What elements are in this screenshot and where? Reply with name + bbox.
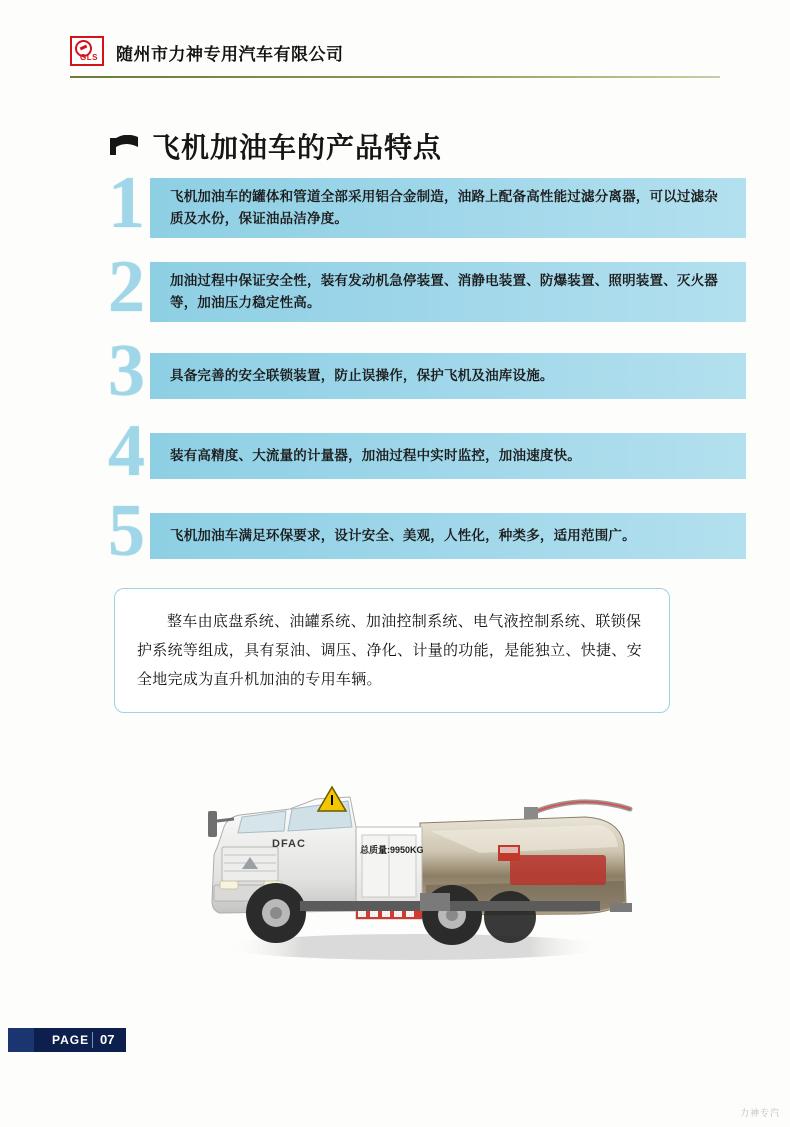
- feature-bar: [150, 262, 746, 322]
- corner-watermark: 力神专汽: [739, 1108, 780, 1118]
- feature-number: 4: [108, 410, 145, 492]
- page-header: [70, 36, 720, 76]
- flag-bullet-icon: [108, 135, 142, 157]
- feature-bar: [150, 178, 746, 238]
- feature-item: [108, 410, 746, 492]
- feature-item: [108, 246, 746, 328]
- feature-list: [108, 162, 746, 586]
- footer-separator: [92, 1032, 93, 1048]
- footer-page-number: 07: [100, 1032, 115, 1047]
- feature-item: [108, 162, 746, 244]
- feature-item: [108, 330, 746, 412]
- footer-notch: [8, 1028, 34, 1052]
- page-title: [108, 126, 442, 166]
- feature-text: 飞机加油车的罐体和管道全部采用铝合金制造，油路上配备高性能过滤分离器，可以过滤杂质及水份，保证油品洁净度。: [170, 189, 718, 226]
- footer-page-label: PAGE: [52, 1033, 90, 1047]
- logo-text: GLS: [80, 53, 98, 62]
- feature-text: 具备完善的安全联锁装置，防止误操作，保护飞机及油库设施。: [170, 368, 554, 383]
- page-title-text: 飞机加油车的产品特点: [152, 132, 443, 163]
- summary-box: [114, 588, 670, 713]
- company-name: 随州市力神专用汽车有限公司: [116, 45, 344, 64]
- feature-text: 加油过程中保证安全性，装有发动机急停装置、消静电装置、防爆装置、照明装置、灭火器等，加油压力稳定性高。: [170, 273, 718, 310]
- feature-number: 3: [108, 330, 145, 412]
- feature-item: [108, 490, 746, 572]
- page-footer: [8, 1028, 138, 1054]
- svg-text:DFAC: DFAC: [272, 838, 306, 850]
- feature-bar: [150, 433, 746, 479]
- feature-number: 1: [108, 162, 145, 244]
- feature-bar: [150, 353, 746, 399]
- feature-number: 2: [108, 246, 145, 328]
- aircraft-refueling-truck-photo: [180, 735, 650, 970]
- header-divider: [70, 76, 720, 78]
- summary-text: 整车由底盘系统、油罐系统、加油控制系统、电气液控制系统、联锁保护系统等组成，具有泵油、调压、净化、计量的功能，是能独立、快捷、安全地完成为直升机加油的专用车辆。: [137, 613, 642, 688]
- feature-number: 5: [108, 490, 145, 572]
- feature-bar: [150, 513, 746, 559]
- feature-text: 装有高精度、大流量的计量器，加油过程中实时监控，加油速度快。: [170, 448, 581, 463]
- feature-text: 飞机加油车满足环保要求，设计安全、美观，人性化，种类多，适用范围广。: [170, 528, 636, 543]
- svg-text:总质量:9950KG: 总质量:9950KG: [360, 845, 424, 855]
- company-logo: [70, 36, 104, 66]
